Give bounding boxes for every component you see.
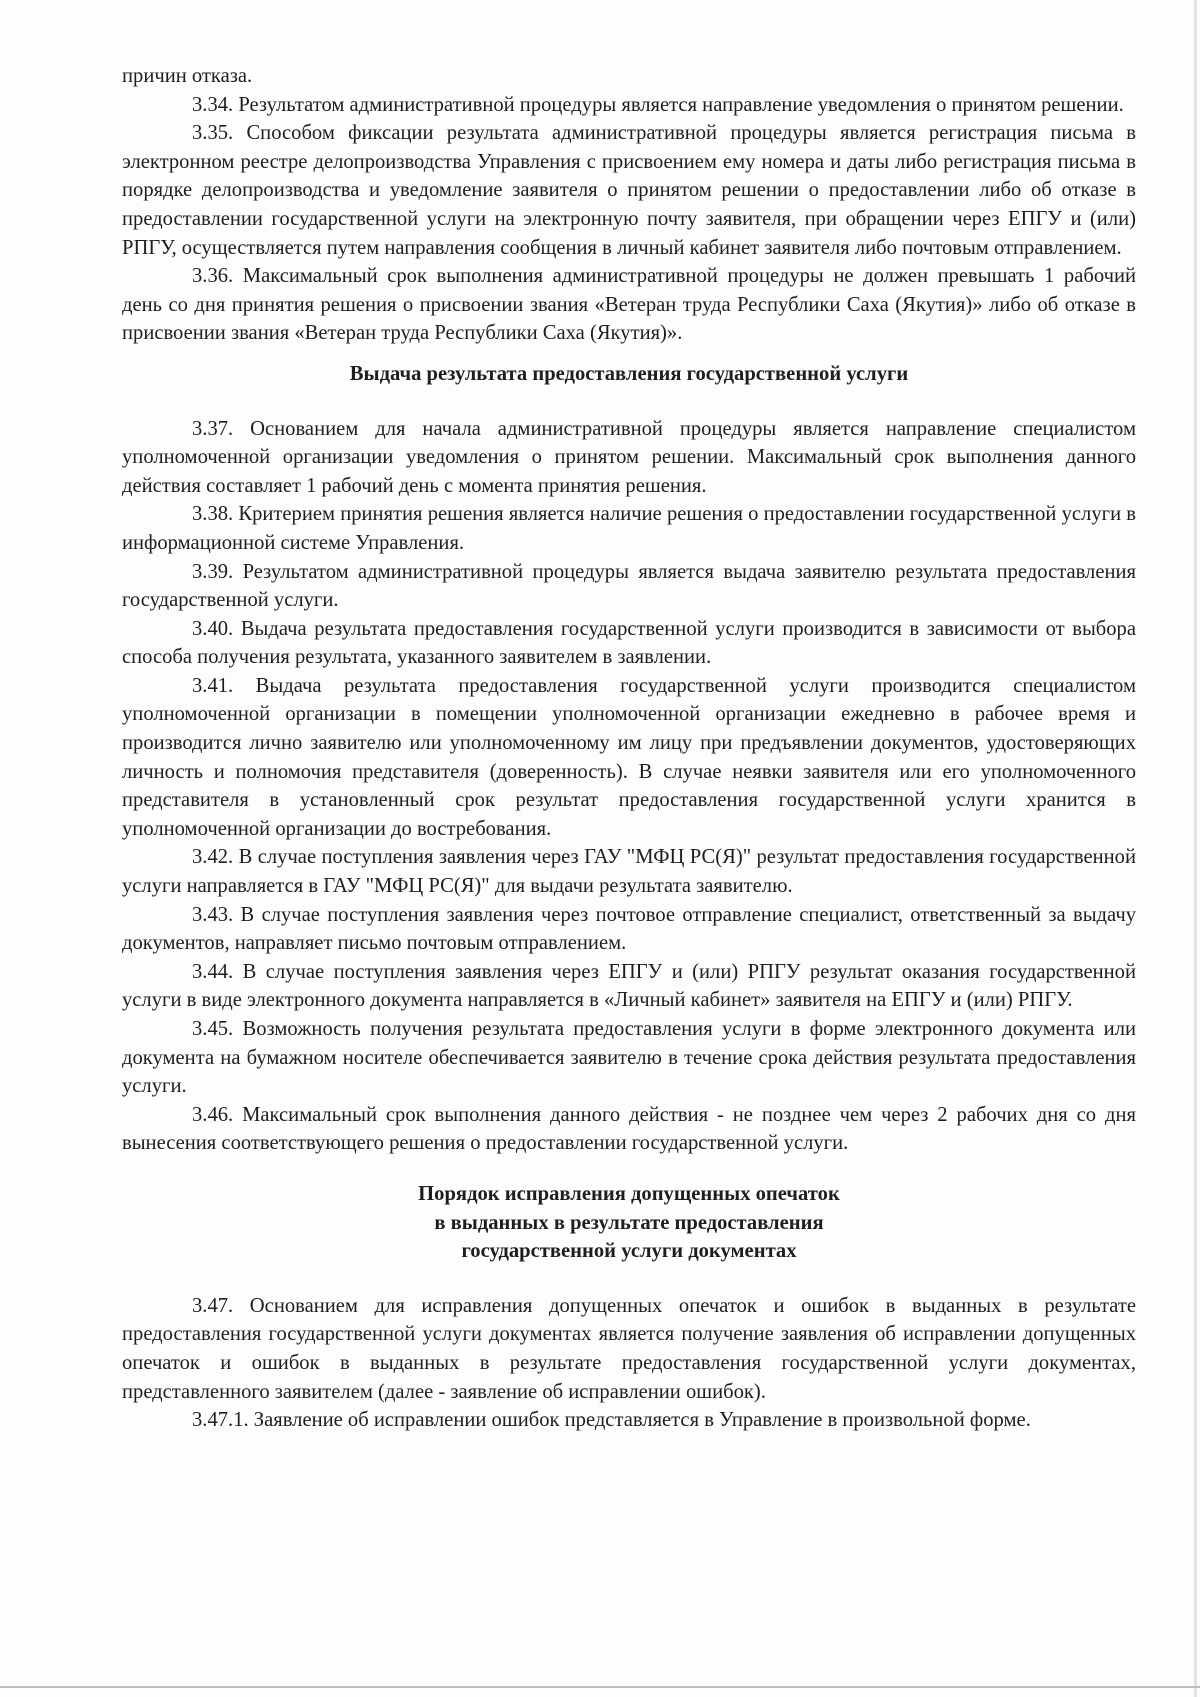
- section-heading-result-issuance: Выдача результата предоставления государственной услуги: [349, 362, 909, 385]
- paragraph-3-34: 3.34. Результатом административной процедуры является направление уведомления о принятом решении.: [192, 93, 1124, 116]
- paragraph-continuation: причин отказа.: [122, 65, 253, 87]
- document-body: [122, 62, 1136, 1435]
- paragraph-3-47-1: 3.47.1. Заявление об исправлении ошибок представляется в Управление в произвольной форме.: [192, 1409, 1031, 1432]
- paragraph-3-43: 3.43. В случае поступления заявления через почтовое отправление специалист, ответственный за выдачу документов, направляет письмо почтовым отправлением.: [122, 903, 1136, 955]
- paragraph-3-44: 3.44. В случае поступления заявления через ЕПГУ и (или) РПГУ результат оказания государственной услуги в виде электронного документа направляется в «Личный кабинет» заявителя на ЕПГУ и (или) РПГУ.: [122, 960, 1136, 1012]
- paragraph-3-42: 3.42. В случае поступления заявления через ГАУ "МФЦ РС(Я)" результат предоставления государственной услуги направляется в ГАУ "МФЦ РС(Я)" для выдачи результата заявителю.: [122, 846, 1136, 898]
- paragraph-3-37: 3.37. Основанием для начала административной процедуры является направление специалистом уполномоченной организации уведомления о принятом решении. Максимальный срок выполнения данного действия составляет 1 рабочий день с момента принятия решения.: [122, 417, 1136, 497]
- section-heading-typo-correction: [122, 1180, 1136, 1266]
- scan-edge-right: [1194, 0, 1197, 1697]
- paragraph-3-47: 3.47. Основанием для исправления допущенных опечаток и ошибок в выданных в результате предоставления государственной услуги документах является получение заявления об исправлении допущенных опечаток и ошибок в выданных в результате предоставления государственной услуги документах, представленного заявителем (далее - заявление об исправлении ошибок).: [122, 1294, 1136, 1403]
- heading-line: Порядок исправления допущенных опечаток: [418, 1182, 840, 1205]
- heading-line: государственной услуги документах: [461, 1240, 797, 1263]
- paragraph-3-35: 3.35. Способом фиксации результата административной процедуры является регистрация письма в электронном реестре делопроизводства Управления с присвоением ему номера и даты либо регистрация письма в порядке делопроизводства и уведомление заявителя о принятом решении о предоставлении либо об отказе в предоставлении государственной услуги на электронную почту заявителя, при обращении через ЕПГУ и (или) РПГУ, осуществляется путем направления сообщения в личный кабинет заявителя либо почтовым отправлением.: [122, 122, 1136, 259]
- paragraph-3-46: 3.46. Максимальный срок выполнения данного действия - не позднее чем через 2 рабочих дня со дня вынесения соответствующего решения о предоставлении государственной услуги.: [122, 1103, 1136, 1155]
- paragraph-3-36: 3.36. Максимальный срок выполнения административной процедуры не должен превышать 1 рабочий день со дня принятия решения о присвоении звания «Ветеран труда Республики Саха (Якутия)» либо об отказе в присвоении звания «Ветеран труда Республики Саха (Якутия)».: [122, 265, 1136, 345]
- scan-edge-bottom: [0, 1686, 1200, 1688]
- paragraph-3-40: 3.40. Выдача результата предоставления государственной услуги производится в зависимости от выбора способа получения результата, указанного заявителем в заявлении.: [122, 617, 1136, 669]
- paragraph-3-45: 3.45. Возможность получения результата предоставления услуги в форме электронного документа или документа на бумажном носителе обеспечивается заявителю в течение срока действия результата предоставления услуги.: [122, 1018, 1136, 1098]
- heading-line: в выданных в результате предоставления: [434, 1211, 824, 1234]
- paragraph-3-38: 3.38. Критерием принятия решения является наличие решения о предоставлении государственной услуги в информационной системе Управления.: [122, 503, 1136, 554]
- paragraph-3-41: 3.41. Выдача результата предоставления государственной услуги производится специалистом уполномоченной организации в помещении уполномоченной организации ежедневно в рабочее время и производится лично заявителю или уполномоченному им лицу при предъявлении документов, удостоверяющих личность и полномочия представителя (доверенность). В случае неявки заявителя или его уполномоченного представителя в установленный срок результат предоставления государственной услуги хранится в уполномоченной организации до востребования.: [122, 674, 1136, 840]
- paragraph-3-39: 3.39. Результатом административной процедуры является выдача заявителю результата предоставления государственной услуги.: [122, 560, 1136, 612]
